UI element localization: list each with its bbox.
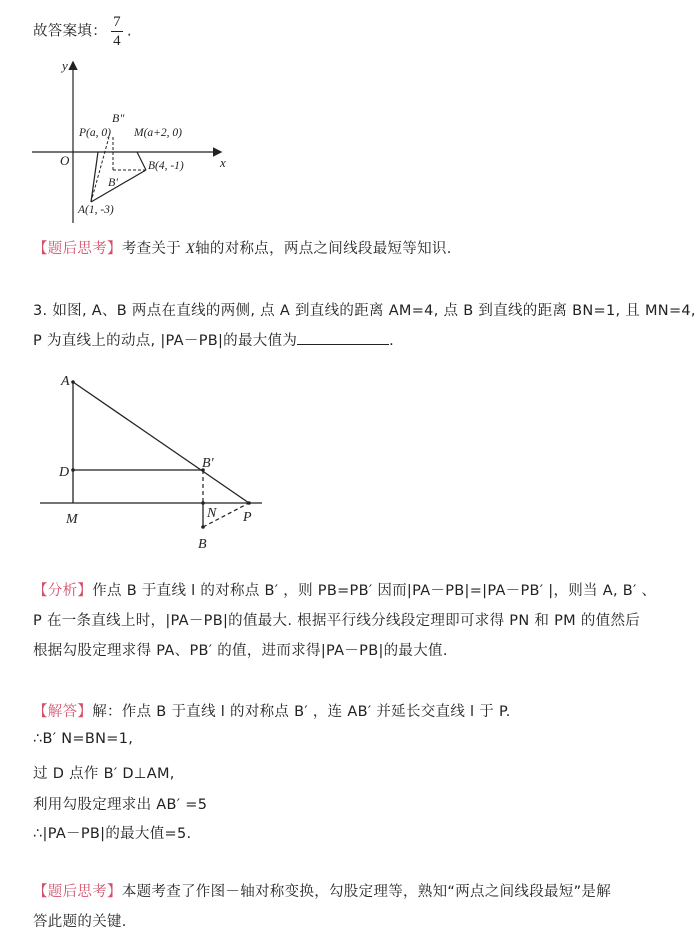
segment-mb [137, 152, 146, 170]
problem-3-question: P 为直线上的动点, |PA－PB|的最大值为 [33, 333, 298, 349]
label-b: B [198, 537, 207, 552]
answer-prefix: 故答案填： [33, 23, 107, 40]
answer-suffix: . [127, 23, 132, 40]
reflection-tag: 【题后思考】 [33, 241, 122, 257]
reflection-2-tag: 【题后思考】 [33, 884, 122, 900]
dashed-a-b2 [91, 137, 109, 202]
fraction-numerator: 7 [113, 14, 121, 30]
label-origin: O [60, 153, 70, 168]
fraction-bar [111, 31, 123, 32]
point-b [201, 525, 205, 529]
reflection-1 [33, 237, 452, 258]
reflection-2-line-1 [33, 880, 611, 901]
label-b: B(4, -1) [148, 160, 184, 172]
label-d: D [59, 465, 70, 480]
problem-3-line-1: 3. 如图, A、B 两点在直线的两侧, 点 A 到直线的距离 AM=4, 点 B 到直线的距离 BN=1, 且 MN=4, [33, 303, 696, 319]
solution-line-3: 过 D 点作 B′ D⊥AM, [33, 766, 175, 782]
point-p [247, 501, 251, 505]
point-a [71, 380, 75, 384]
label-x: x [220, 155, 226, 170]
figure-geometry-diagram [30, 360, 280, 560]
solution-line-1 [33, 700, 511, 721]
segment-ap [73, 382, 249, 503]
reflection-var: X [185, 241, 196, 257]
point-d [71, 468, 75, 472]
label-n: N [207, 506, 217, 521]
label-p: P(a, 0) [79, 127, 111, 139]
analysis-line-1 [33, 579, 656, 600]
problem-3-end: . [389, 333, 395, 349]
label-b-double-prime: B" [112, 111, 125, 125]
answer-fraction [111, 14, 123, 49]
fraction-denominator: 4 [113, 33, 121, 49]
figure-coordinate-diagram [30, 55, 250, 225]
label-a: A(1, -3) [78, 204, 114, 216]
label-m: M(a+2, 0) [134, 127, 182, 139]
label-b-prime: B' [108, 175, 118, 189]
label-p: P [243, 510, 252, 525]
label-a: A [61, 374, 70, 389]
point-n [201, 501, 205, 505]
solution-line-2: ∴B′ N=BN=1, [33, 731, 134, 747]
analysis-line-2: P 在一条直线上时，|PA－PB|的值最大. 根据平行线分线段定理即可求得 PN 和 PM 的值然后 [33, 613, 641, 629]
reflection-text-after: 轴的对称点，两点之间线段最短等知识. [195, 241, 452, 257]
solution-text-1: 解：作点 B 于直线 l 的对称点 B′ ，连 AB′ 并延长交直线 l 于 P. [92, 704, 511, 720]
segment-pa [91, 152, 98, 202]
reflection-2-line-2: 答此题的关键. [33, 914, 127, 930]
analysis-tag: 【分析】 [33, 583, 93, 599]
problem-3-line-2 [33, 329, 394, 350]
reflection-2-text-1: 本题考查了作图－轴对称变换，勾股定理等，熟知“两点之间线段最短”是解 [121, 884, 612, 900]
segment-ab [91, 170, 146, 202]
answer-blank [297, 330, 389, 345]
solution-line-5: ∴|PA－PB|的最大值=5. [33, 826, 192, 842]
reflection-text-before: 考查关于 [121, 241, 186, 257]
label-y: y [62, 58, 68, 73]
solution-line-4: 利用勾股定理求出 AB′ =5 [33, 797, 208, 813]
analysis-line-3: 根据勾股定理求得 PA、PB′ 的值，进而求得|PA－PB|的最大值. [33, 643, 448, 659]
answer-line [33, 14, 132, 49]
solution-tag: 【解答】 [33, 704, 93, 720]
label-b-prime: B' [202, 456, 214, 471]
label-m: M [66, 512, 78, 527]
analysis-text-1: 作点 B 于直线 l 的对称点 B′ ，则 PB=PB′ 因而|PA－PB|=|PA－PB′ |，则当 A, B′ 、 [92, 583, 657, 599]
